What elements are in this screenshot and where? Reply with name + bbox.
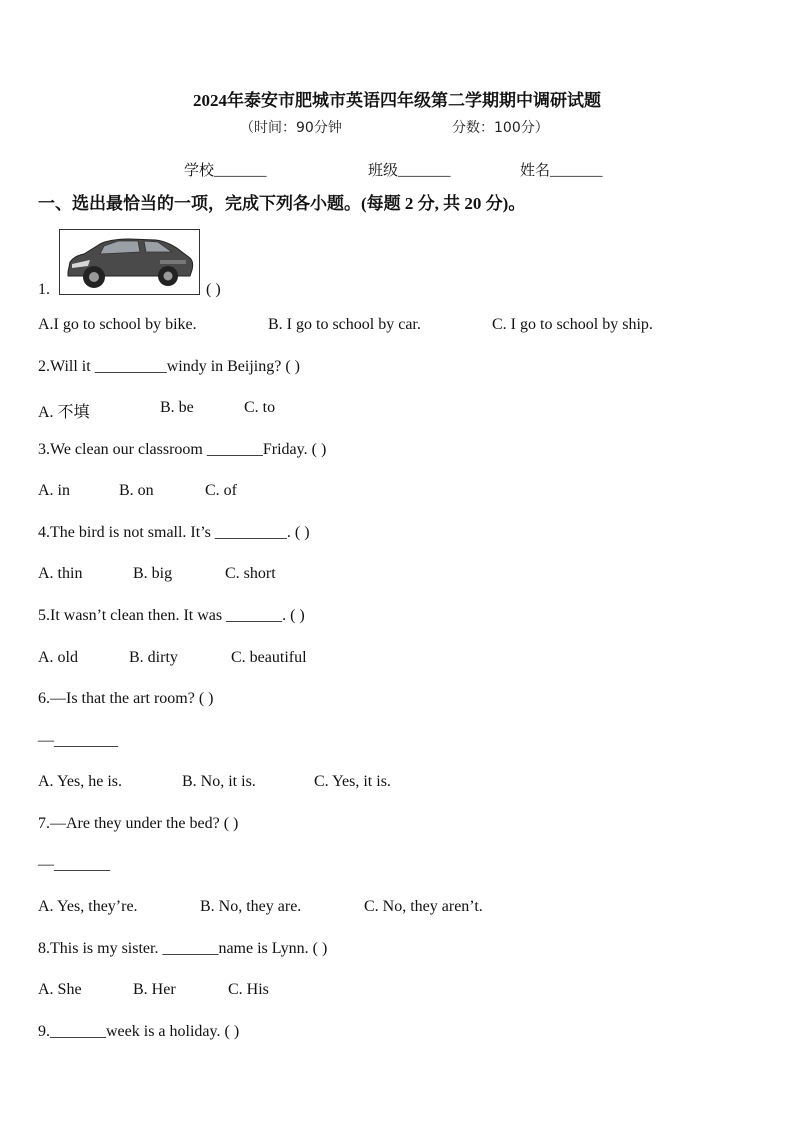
q1-option-a[interactable]: A.I go to school by bike.	[38, 316, 197, 333]
question-2: 2.Will it _________windy in Beijing? ( )	[38, 358, 300, 375]
question-6-answer-line[interactable]: —________	[38, 732, 118, 749]
q2-option-a[interactable]: A. 不填	[38, 404, 90, 421]
q1-option-c[interactable]: C. I go to school by ship.	[492, 316, 653, 333]
question-7-answer-line[interactable]: —_______	[38, 856, 110, 873]
q7-option-c[interactable]: C. No, they aren’t.	[364, 898, 483, 915]
q3-option-a[interactable]: A. in	[38, 482, 70, 499]
class-field[interactable]: 班级_______	[368, 163, 451, 179]
q5-option-b[interactable]: B. dirty	[129, 649, 178, 666]
q4-option-b[interactable]: B. big	[133, 565, 173, 582]
q5-option-a[interactable]: A. old	[38, 649, 78, 666]
q3-option-c[interactable]: C. of	[205, 482, 237, 499]
q2-option-b[interactable]: B. be	[160, 399, 194, 416]
q7-option-b[interactable]: B. No, they are.	[200, 898, 302, 915]
question-7: 7.—Are they under the bed? ( )	[38, 815, 239, 832]
question-5: 5.It wasn’t clean then. It was _______. ( )	[38, 607, 305, 624]
question-1-paren: ( )	[206, 281, 221, 298]
q2-option-c[interactable]: C. to	[244, 399, 276, 416]
q3-option-b[interactable]: B. on	[119, 482, 154, 499]
q6-option-a[interactable]: A. Yes, he is.	[38, 773, 123, 790]
q4-option-a[interactable]: A. thin	[38, 565, 83, 582]
question-9: 9._______week is a holiday. ( )	[38, 1023, 240, 1040]
name-field[interactable]: 姓名_______	[520, 163, 603, 179]
page-title: 2024年泰安市肥城市英语四年级第二学期期中调研试题	[193, 91, 601, 110]
q4-option-c[interactable]: C. short	[225, 565, 276, 582]
car-icon	[60, 230, 199, 294]
q6-option-b[interactable]: B. No, it is.	[182, 773, 256, 790]
section-heading: 一、选出最恰当的一项，完成下列各小题。(每题 2 分, 共 20 分)。	[38, 194, 526, 213]
school-field[interactable]: 学校_______	[184, 163, 267, 179]
q6-option-c[interactable]: C. Yes, it is.	[314, 773, 391, 790]
question-6: 6.—Is that the art room? ( )	[38, 690, 214, 707]
exam-score: 分数：100分）	[452, 120, 549, 136]
q7-option-a[interactable]: A. Yes, they’re.	[38, 898, 138, 915]
question-4: 4.The bird is not small. It’s _________. ( )	[38, 524, 310, 541]
q8-option-a[interactable]: A. She	[38, 981, 82, 998]
q8-option-c[interactable]: C. His	[228, 981, 269, 998]
exam-time: （时间：90分钟	[240, 120, 342, 136]
q8-option-b[interactable]: B. Her	[133, 981, 176, 998]
q5-option-c[interactable]: C. beautiful	[231, 649, 307, 666]
question-8: 8.This is my sister. _______name is Lynn. ( )	[38, 940, 328, 957]
question-1-number: 1.	[38, 281, 50, 298]
question-3: 3.We clean our classroom _______Friday. ( )	[38, 441, 327, 458]
car-image	[59, 229, 200, 295]
q1-option-b[interactable]: B. I go to school by car.	[268, 316, 421, 333]
